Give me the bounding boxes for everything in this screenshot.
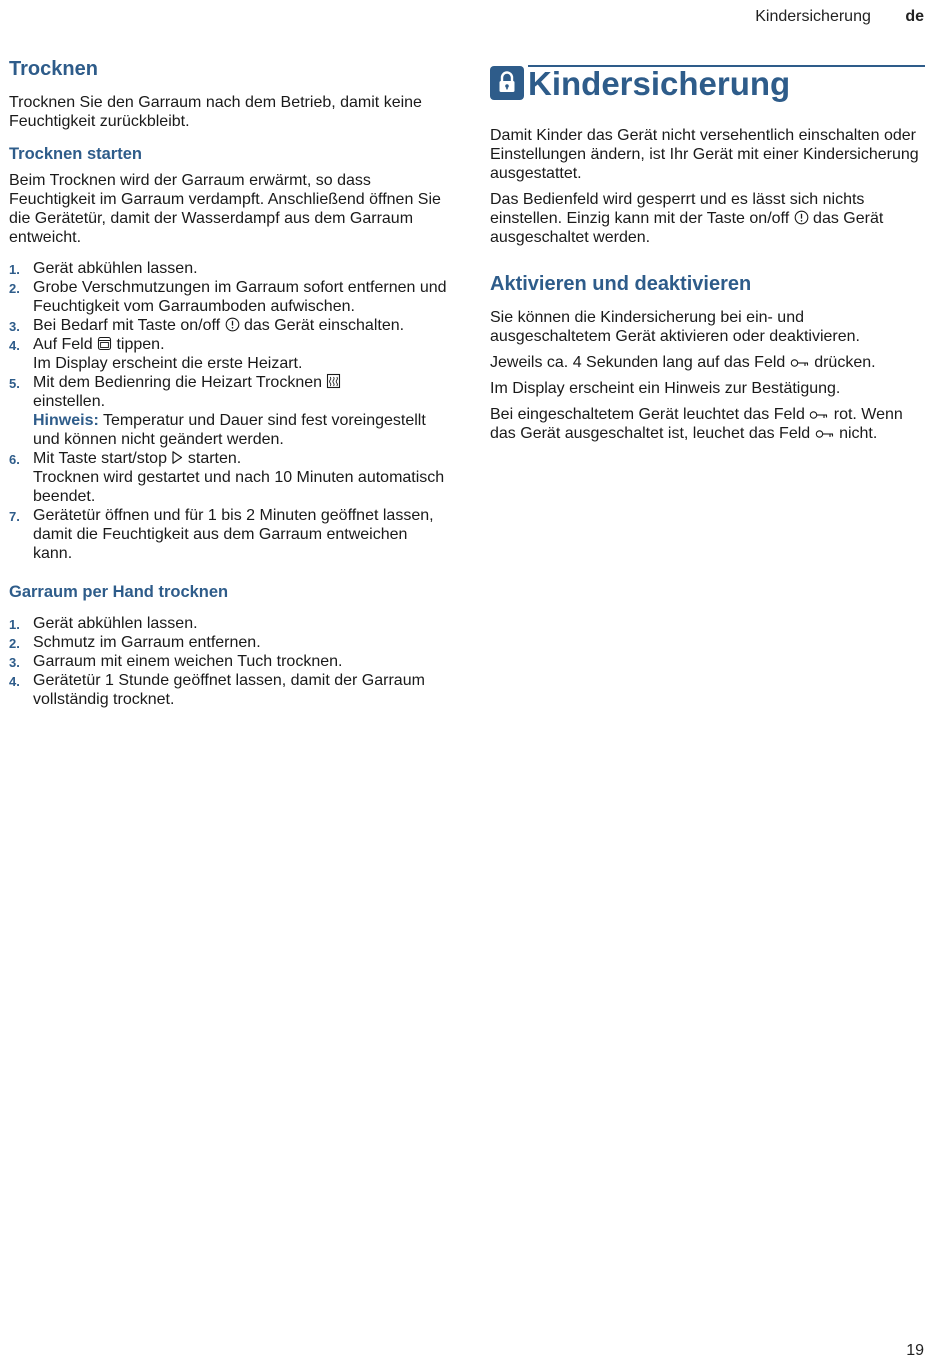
lock-icon — [490, 66, 524, 100]
step-text-post: starten. — [183, 450, 242, 467]
list-item — [9, 335, 449, 373]
step-text-pre: Bei Bedarf mit Taste on/off — [33, 317, 225, 334]
list-item — [9, 373, 449, 449]
paragraph-text-post: drücken. — [809, 354, 876, 371]
header-section-title: Kindersicherung — [755, 8, 871, 25]
step-number: 2. — [9, 281, 20, 296]
step-text-post: tippen. — [112, 336, 165, 353]
step-text-post: das Gerät einschalten. — [239, 317, 405, 334]
list-item — [9, 316, 449, 335]
aktivieren-paragraph-4 — [490, 405, 925, 443]
power-icon — [794, 210, 809, 225]
list-item — [9, 671, 449, 709]
step-text-post: einstellen. — [33, 393, 106, 410]
start-paragraph: Beim Trocknen wird der Garraum erwärmt, so dass Feuchtigkeit im Garraum verdampft. Anschließend öffnen Sie die Gerätetür, damit der Wasserdampf aus dem Garraum entweicht. — [9, 172, 441, 246]
key-icon — [790, 357, 810, 369]
step-number: 4. — [9, 338, 20, 353]
paragraph-text-pre: Das Bedienfeld wird gesperrt und es lässt sich nichts einstellen. Einzig kann mit der Taste on/off — [490, 191, 865, 227]
page-number: 19 — [906, 1342, 924, 1359]
left-column — [9, 58, 449, 729]
step-number: 5. — [9, 376, 20, 391]
step-number: 4. — [9, 674, 20, 689]
section-title-trocknen: Trocknen — [9, 58, 98, 80]
kindersicherung-paragraph-1: Damit Kinder das Gerät nicht versehentlich einschalten oder Einstellungen ändern, ist Ihr Gerät mit einer Kindersicherung ausgestattet. — [490, 127, 919, 182]
chapter-title-block — [490, 62, 925, 108]
subheading-garraum-per-hand: Garraum per Hand trocknen — [9, 583, 229, 601]
step-number: 2. — [9, 636, 20, 651]
running-header — [755, 8, 924, 26]
step-text: Gerätetür 1 Stunde geöffnet lassen, damit der Garraum vollständig trocknet. — [33, 672, 425, 708]
step-text-pre: Auf Feld — [33, 336, 98, 353]
paragraph-text-b: rot. Wenn das Gerät ausgeschaltet ist, leuchet das Feld — [490, 406, 903, 442]
header-language: de — [905, 8, 924, 25]
power-icon — [225, 317, 240, 332]
hint-label: Hinweis: — [33, 412, 99, 429]
start-steps-list — [9, 259, 449, 563]
list-item — [9, 652, 449, 671]
step-text: Garraum mit einem weichen Tuch trocknen. — [33, 653, 343, 670]
drying-mode-icon — [326, 373, 341, 389]
step-text: Gerät abkühlen lassen. — [33, 615, 198, 632]
section-title-aktivieren: Aktivieren und deaktivieren — [490, 273, 752, 295]
paragraph-text-pre: Jeweils ca. 4 Sekunden lang auf das Feld — [490, 354, 790, 371]
step-number: 6. — [9, 452, 20, 467]
oven-field-icon — [97, 336, 112, 351]
step-number: 1. — [9, 617, 20, 632]
aktivieren-paragraph-2 — [490, 353, 925, 372]
subheading-trocknen-starten: Trocknen starten — [9, 145, 142, 163]
step-text-pre: Mit dem Bedienring die Heizart Trocknen — [33, 374, 327, 391]
paragraph-text-a: Bei eingeschaltetem Gerät leuchtet das Feld — [490, 406, 810, 423]
paragraph-text-c: nicht. — [834, 425, 878, 442]
step-text: Grobe Verschmutzungen im Garraum sofort entfernen und Feuchtigkeit vom Garraumboden aufwischen. — [33, 279, 447, 315]
right-column — [490, 62, 925, 449]
play-icon — [171, 450, 183, 465]
list-item — [9, 506, 449, 563]
aktivieren-paragraph-1: Sie können die Kindersicherung bei ein- und ausgeschaltetem Gerät aktivieren oder deaktivieren. — [490, 309, 860, 345]
aktivieren-paragraph-3: Im Display erscheint ein Hinweis zur Bestätigung. — [490, 380, 841, 397]
paragraph-text-post: das Gerät ausgeschaltet werden. — [490, 210, 884, 246]
list-item — [9, 633, 449, 652]
step-number: 1. — [9, 262, 20, 277]
step-text: Schmutz im Garraum entfernen. — [33, 634, 261, 651]
step-text-pre: Mit Taste start/stop — [33, 450, 172, 467]
intro-paragraph: Trocknen Sie den Garraum nach dem Betrieb, damit keine Feuchtigkeit zurückbleibt. — [9, 94, 422, 130]
step-number: 3. — [9, 319, 20, 334]
hint-text: Temperatur und Dauer sind fest voreingestellt und können nicht geändert werden. — [33, 412, 426, 448]
chapter-title: Kindersicherung — [528, 65, 791, 102]
list-item — [9, 259, 449, 278]
step-extra: Im Display erscheint die erste Heizart. — [33, 355, 303, 372]
step-text: Gerätetür öffnen und für 1 bis 2 Minuten geöffnet lassen, damit die Feuchtigkeit aus dem Garraum entweichen kann. — [33, 507, 434, 562]
step-extra: Trocknen wird gestartet und nach 10 Minuten automatisch beendet. — [33, 469, 445, 505]
manual-steps-list — [9, 614, 449, 709]
list-item — [9, 278, 449, 316]
kindersicherung-paragraph-2 — [490, 190, 925, 247]
list-item — [9, 614, 449, 633]
key-icon — [809, 409, 829, 421]
step-text: Gerät abkühlen lassen. — [33, 260, 198, 277]
key-icon — [815, 428, 835, 440]
step-number: 3. — [9, 655, 20, 670]
list-item — [9, 449, 449, 506]
step-number: 7. — [9, 509, 20, 524]
